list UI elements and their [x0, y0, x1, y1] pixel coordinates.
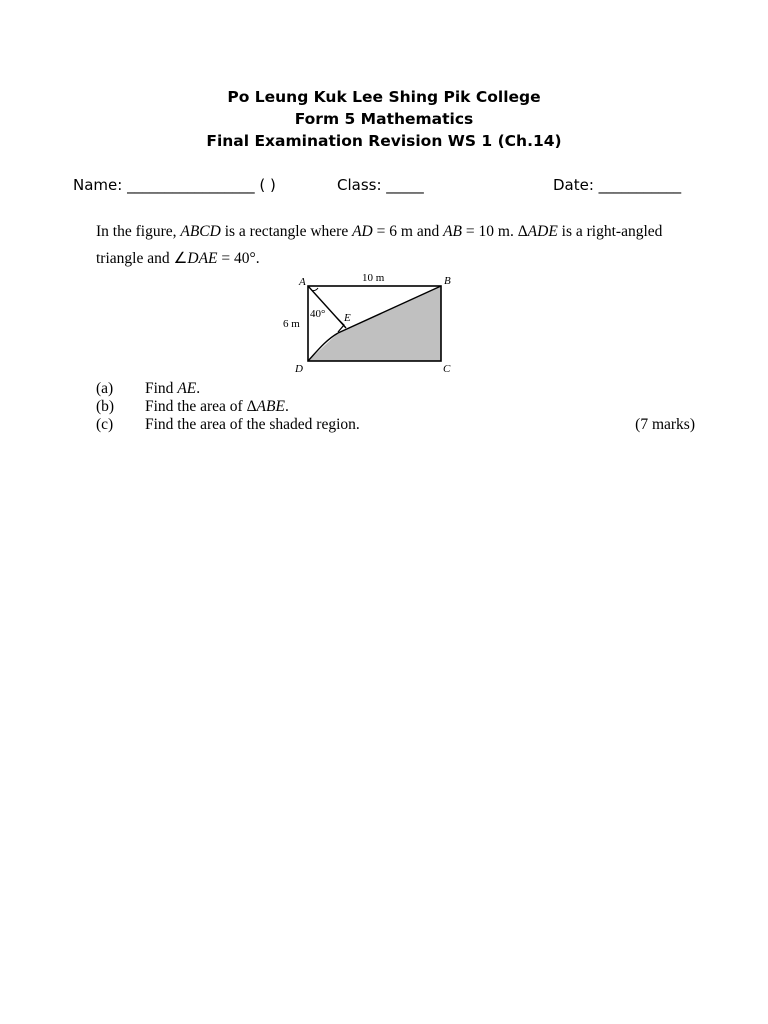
worksheet-header [0, 86, 768, 152]
class-field: Class: _____ [337, 176, 424, 194]
part-text [145, 416, 360, 434]
text-span: In the figure, [96, 223, 181, 240]
text-span: = 10 m. Δ [462, 223, 528, 240]
question-parts [96, 380, 696, 434]
name-field: Name: _________________ ( ) [73, 176, 276, 194]
subject-title: Form 5 Mathematics [294, 110, 474, 128]
text-span: . [284, 398, 289, 415]
point-b-label: B [444, 275, 451, 287]
part-text [145, 398, 289, 416]
text-span: Find the area of Δ [145, 398, 257, 415]
part-c [96, 416, 696, 434]
text-span: AE [177, 380, 197, 397]
date-field: Date: ___________ [553, 176, 682, 194]
question-line-1 [96, 218, 696, 245]
point-d-label: D [295, 363, 303, 375]
text-span: Find [145, 380, 178, 397]
worksheet-title: Final Examination Revision WS 1 (Ch.14) [206, 132, 562, 150]
text-span: AB [443, 223, 463, 240]
text-span: AD [352, 223, 373, 240]
text-span: DAE [187, 250, 218, 267]
part-text [145, 380, 200, 398]
part-a [96, 380, 696, 398]
shaded-region [308, 286, 441, 361]
part-label: (c) [96, 416, 114, 433]
text-span: ABCD [180, 223, 221, 240]
angle-arc [312, 288, 318, 291]
school-name: Po Leung Kuk Lee Shing Pik College [227, 88, 541, 106]
text-span: = 6 m and [372, 223, 444, 240]
text-span: ABE [256, 398, 285, 415]
text-span: = 40°. [217, 250, 260, 267]
question-text [96, 218, 696, 272]
text-span: Find the area of the shaded region. [145, 416, 360, 433]
point-e-label: E [344, 312, 351, 324]
point-c-label: C [443, 363, 451, 375]
text-span: triangle and ∠ [96, 250, 188, 267]
part-b [96, 398, 696, 416]
text-span: ADE [527, 223, 558, 240]
part-label: (a) [96, 380, 114, 397]
rectangle-figure [282, 266, 462, 378]
marks-label: (7 marks) [635, 416, 695, 433]
length-ab-label: 10 m [362, 272, 385, 284]
text-span: . [196, 380, 201, 397]
length-ad-label: 6 m [283, 318, 300, 330]
text-span: is a rectangle where [220, 223, 353, 240]
text-span: is a right-angled [557, 223, 663, 240]
part-label: (b) [96, 398, 115, 415]
point-a-label: A [299, 276, 306, 288]
angle-dae-label: 40° [310, 308, 326, 320]
